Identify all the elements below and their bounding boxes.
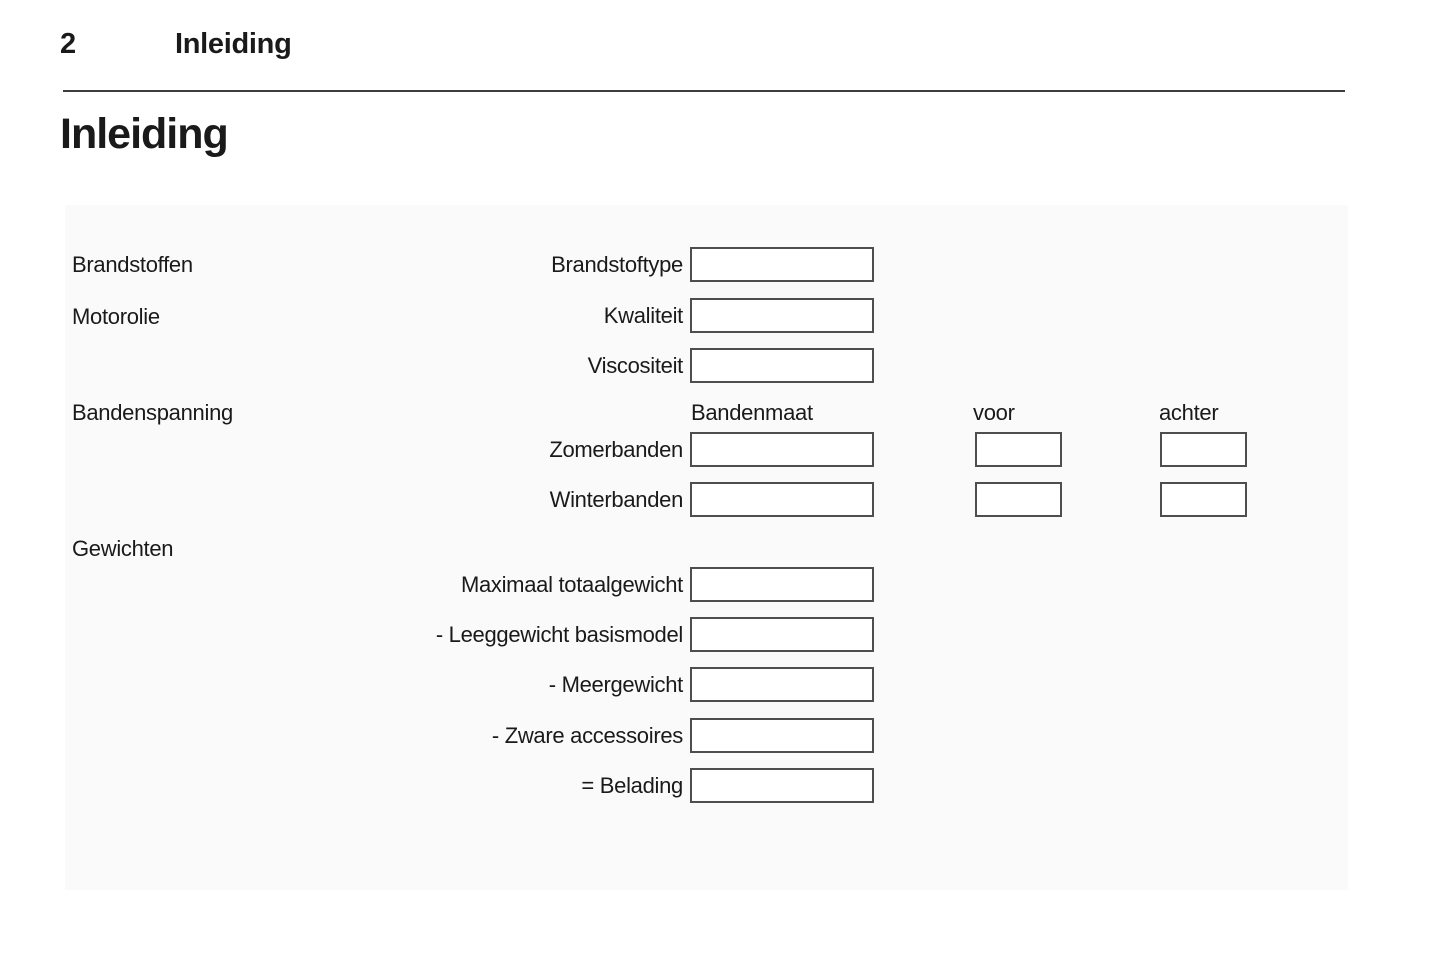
fuel-type-label: Brandstoftype: [551, 252, 683, 277]
spec-form-panel: [65, 205, 1348, 890]
fuel-type-input[interactable]: [690, 247, 874, 282]
section-label-oil: Motorolie: [72, 304, 160, 329]
summer-front-pressure-input[interactable]: [975, 432, 1062, 467]
oil-viscosity-input[interactable]: [690, 348, 874, 383]
section-label-tires: Bandenspanning: [72, 400, 233, 425]
oil-quality-label: Kwaliteit: [603, 303, 683, 328]
winter-front-pressure-input[interactable]: [975, 482, 1062, 517]
running-header-chapter: Inleiding: [175, 28, 292, 60]
extra-weight-input[interactable]: [690, 667, 874, 702]
oil-viscosity-label: Viscositeit: [587, 353, 683, 378]
section-label-fuels: Brandstoffen: [72, 252, 193, 277]
winter-tires-label: Winterbanden: [549, 487, 683, 512]
winter-rear-pressure-input[interactable]: [1160, 482, 1247, 517]
section-label-weights: Gewichten: [72, 536, 174, 561]
load-input[interactable]: [690, 768, 874, 803]
heavy-accessories-input[interactable]: [690, 718, 874, 753]
summer-rear-pressure-input[interactable]: [1160, 432, 1247, 467]
max-total-weight-input[interactable]: [690, 567, 874, 602]
page-number: 2: [60, 28, 76, 60]
max-total-weight-label: Maximaal totaalgewicht: [460, 572, 683, 597]
tire-col-rear-header: achter: [1159, 400, 1219, 425]
curb-weight-input[interactable]: [690, 617, 874, 652]
oil-quality-input[interactable]: [690, 298, 874, 333]
page-title: Inleiding: [60, 110, 228, 158]
extra-weight-label: - Meergewicht: [548, 672, 683, 697]
header-rule: [63, 90, 1345, 92]
heavy-accessories-label: - Zware accessoires: [491, 723, 683, 748]
curb-weight-label: - Leeggewicht basismodel: [435, 622, 683, 647]
load-label: = Belading: [581, 773, 683, 798]
tire-col-size-header: Bandenmaat: [691, 400, 813, 425]
tire-col-front-header: voor: [973, 400, 1015, 425]
winter-tire-size-input[interactable]: [690, 482, 874, 517]
summer-tire-size-input[interactable]: [690, 432, 874, 467]
summer-tires-label: Zomerbanden: [549, 437, 683, 462]
